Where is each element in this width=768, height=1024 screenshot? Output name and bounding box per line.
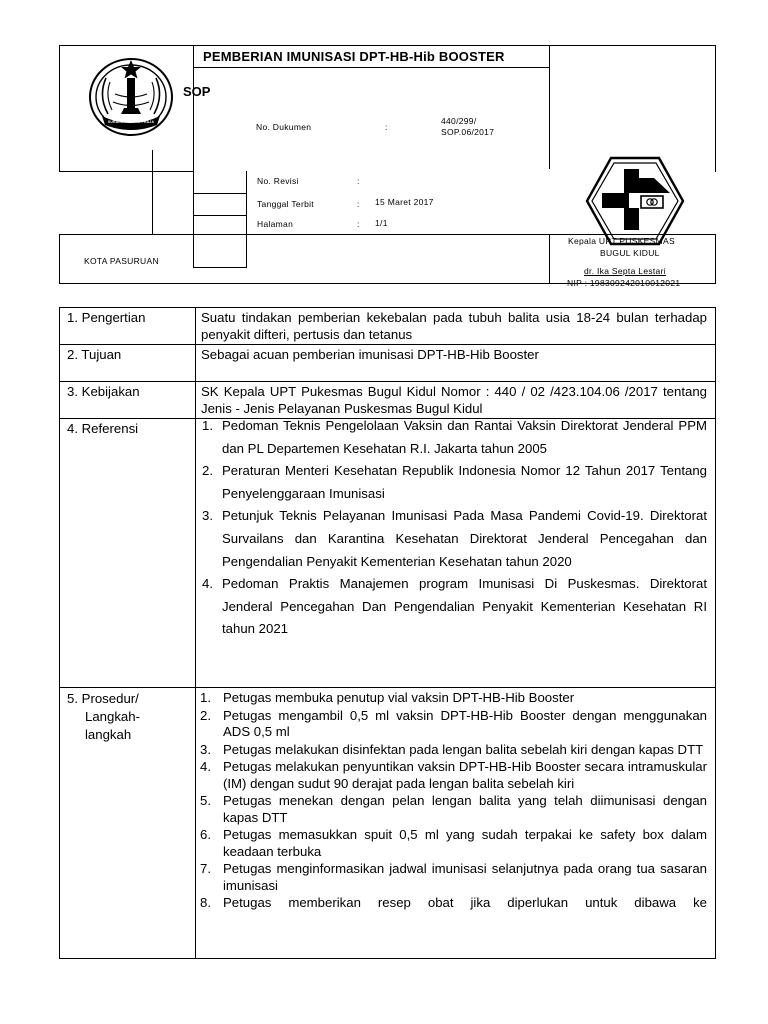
issue-date-value: 15 Maret 2017 xyxy=(375,197,434,207)
list-item: 1. Pedoman Teknis Pengelolaan Vaksin dan Rantai Vaksin Direktorat Jenderal PPM dan PL Departemen Kesehatan R.I. Jakarta tahun 2005 xyxy=(202,418,707,456)
prosedur-label: 5. Prosedur/ Langkah- langkah xyxy=(67,691,140,742)
referensi-label: 4. Referensi xyxy=(67,421,139,436)
list-item: 5. Petugas menekan dengan pelan lengan balita yang telah diimunisasi dengan kapas DTT xyxy=(200,793,707,825)
list-item: 4. Petugas melakukan penyuntikan vaksin DPT-HB-Hib Booster secara intramuskular (IM) dengan sudut 90 derajat pada lengan balita sebelah kiri xyxy=(200,759,707,791)
page-value: 1/1 xyxy=(375,218,388,228)
issue-date-sep: : xyxy=(357,199,360,209)
document-title: PEMBERIAN IMUNISASI DPT-HB-Hib BOOSTER xyxy=(203,49,505,64)
page-label: Halaman xyxy=(257,219,294,229)
sop-label: SOP xyxy=(183,84,211,99)
doc-number-label: No. Dukumen xyxy=(256,122,312,132)
list-item: 2. Peraturan Menteri Kesehatan Republik Indonesia Nomor 12 Tahun 2017 Tentang Penyelenggaraan Imunisasi xyxy=(202,463,707,501)
revision-label: No. Revisi xyxy=(257,176,299,186)
puskesmas-logo-icon xyxy=(584,156,686,246)
pengertian-label: 1. Pengertian xyxy=(67,310,146,325)
doc-number-sep: : xyxy=(385,122,388,132)
signer-nip: NIP : 198309242010012021 xyxy=(567,278,681,288)
list-item: 3. Petugas melakukan disinfektan pada lengan balita sebelah kiri dengan kapas DTT xyxy=(200,741,704,757)
seal-banner-text: SURALAYA SATYA PRAJA xyxy=(107,120,155,124)
kebijakan-label: 3. Kebijakan xyxy=(67,384,140,399)
prosedur-list xyxy=(200,690,707,957)
issue-date-label: Tanggal Terbit xyxy=(257,199,314,209)
pengertian-text: Suatu tindakan pemberian kekebalan pada tubuh balita usia 18-24 bulan terhadap penyakit difteri, pertusis dan tetanus xyxy=(201,310,707,342)
doc-number-value-line1: 440/299/ xyxy=(441,116,477,126)
list-item: 7. Petugas menginformasikan jadwal imunisasi selanjutnya pada orang tua sasaran imunisasi xyxy=(200,861,707,893)
tujuan-label: 2. Tujuan xyxy=(67,347,122,362)
government-seal-icon xyxy=(88,54,174,140)
referensi-list xyxy=(201,415,707,641)
signer-title-line1: Kepala UPT PUSKESMAS xyxy=(568,236,675,246)
list-item: 8. Petugas memberikan resep obat jika diperlukan untuk dibawa ke xyxy=(200,895,707,910)
list-item: 6. Petugas memasukkan spuit 0,5 ml yang sudah terpakai ke safety box dalam keadaan terbuka xyxy=(200,827,707,859)
doc-number-value-line2: SOP.06/2017 xyxy=(441,127,495,137)
list-item: 3. Petunjuk Teknis Pelayanan Imunisasi Pada Masa Pandemi Covid-19. Direktorat Survailans dan Karantina Kesehatan Direktorat Jenderal Pencegahan dan Pengendalian Penyakit Kementerian Kesehatan tahun 2020 xyxy=(202,508,707,569)
kebijakan-text: SK Kepala UPT Pukesmas Bugul Kidul Nomor : 440 / 02 /423.104.06 /2017 tentang Jenis - Jenis Pelayanan Puskesmas Bugul Kidul xyxy=(201,384,707,416)
revision-sep: : xyxy=(357,176,360,186)
org-name: KOTA PASURUAN xyxy=(84,256,159,266)
signer-title-line2: BUGUL KIDUL xyxy=(600,248,660,258)
list-item: 1. Petugas membuka penutup vial vaksin DPT-HB-Hib Booster xyxy=(200,690,575,705)
list-item: 2. Petugas mengambil 0,5 ml vaksin DPT-HB-Hib Booster dengan menggunakan ADS 0,5 ml xyxy=(200,707,707,739)
list-item: 4. Pedoman Praktis Manajemen program Imunisasi Di Puskesmas. Direktorat Jenderal Pencegahan Dan Pengendalian Penyakit Kementerian Kesehatan RI tahun 2021 xyxy=(202,576,707,637)
signer-name: dr. Ika Septa Lestari xyxy=(584,266,666,276)
page-sep: : xyxy=(357,219,360,229)
tujuan-text: Sebagai acuan pemberian imunisasi DPT-HB-Hib Booster xyxy=(201,347,539,362)
